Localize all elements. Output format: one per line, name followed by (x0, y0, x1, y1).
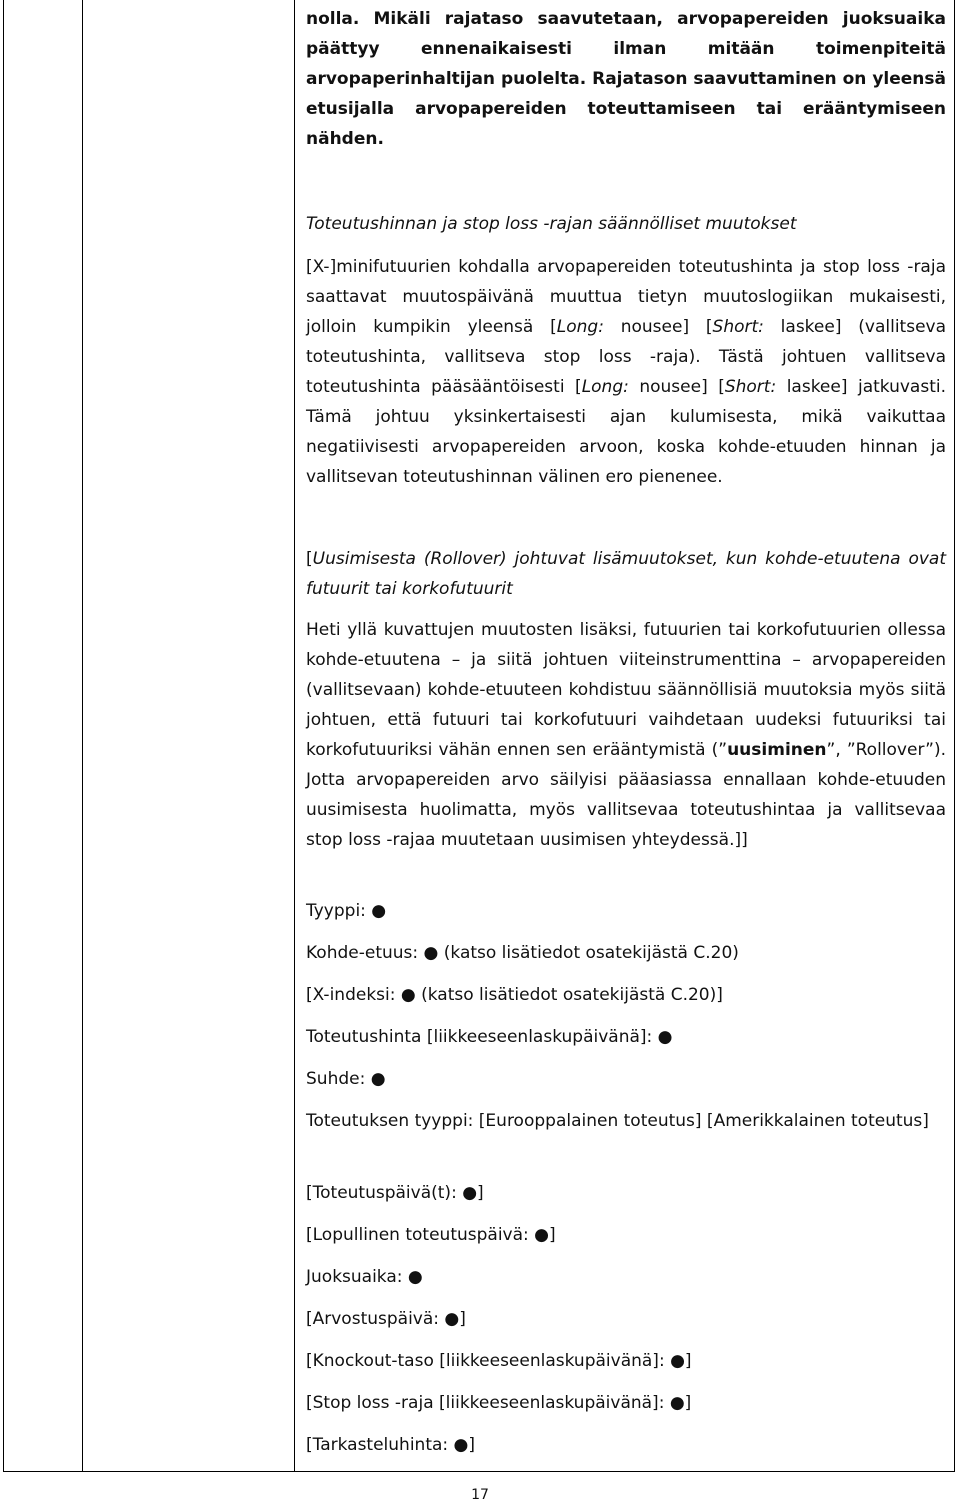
field-maturity: Juoksuaika: ● (306, 1267, 423, 1287)
text-run: ”, ”Rollover”). Jotta arvopapereiden arvo säilyisi pääasiassa ennallaan kohde-etuuden uusimisesta huolimatta, myös vallitsevaa toteutushintaa ja vallitsevaa stop loss -rajaa muutetaan uusimisen yhteydessä.]] (306, 740, 946, 850)
field-stop-loss: [Stop loss -raja [liikkeeseenlaskupäivänä]: ●] (306, 1393, 692, 1413)
text-run: Heti yllä kuvattujen muutosten lisäksi, futuurien tai korkofutuurien ollessa kohde-etuutena – ja siitä johtuen viiteinstrumenttina – arvopapereiden (vallitsevaan) kohde-etuuteen kohdistuu säännöllisiä muutoksia myös siitä johtuen, että futuuri tai korkofutuuri vaihdetaan uudeksi futuuriksi tai korkofutuuriksi vähän ennen sen erääntymistä (” (306, 620, 946, 760)
field-strike-price: Toteutushinta [liikkeeseenlaskupäivänä]: ● (306, 1027, 673, 1047)
long-label: Long: (581, 377, 629, 397)
text-run: laskee] jatkuvasti. Tämä johtuu yksinkertaisesti ajan kulumisesta, mikä vaikuttaa negatiivisesti arvopapereiden arvoon, koska kohde-etuuden hinnan ja vallitsevan toteutushinnan välinen ero pienenee. (306, 377, 947, 487)
section2-paragraph-block (306, 615, 946, 855)
section-rollover (306, 544, 946, 604)
field-exercise-dates: [Toteutuspäivä(t): ●] (306, 1183, 484, 1203)
text-run: nousee] [ (628, 377, 725, 397)
section2-heading (306, 544, 946, 604)
intro-text: nolla. Mikäli rajataso saavutetaan, arvopapereiden juoksuaika päättyy ennenaikaisesti ilman mitään toimenpiteitä arvopaperinhaltijan puolelta. Rajatason saavuttaminen on yleensä etusijalla arvopapereiden toteuttamiseen tai erääntymiseen nähden. (306, 9, 946, 149)
column-divider-1 (82, 0, 83, 1472)
field-final-exercise-date: [Lopullinen toteutuspäivä: ●] (306, 1225, 556, 1245)
field-observation-price: [Tarkasteluhinta: ●] (306, 1435, 476, 1455)
text-run: [X-]minifutuurien kohdalla arvopapereiden toteutushinta ja stop loss -raja saattavat muutospäivänä muuttua tietyn muutoslogiikan mukaisesti, jolloin kumpikin yleensä [ (306, 257, 946, 337)
field-underlying: Kohde-etuus: ● (katso lisätiedot osatekijästä C.20) (306, 943, 739, 963)
text-run: laskee] (vallitseva toteutushinta, vallitseva stop loss -raja). Tästä johtuen vallitseva toteutushinta pääsääntöisesti [ (306, 317, 947, 397)
field-valuation-date: [Arvostuspäivä: ●] (306, 1309, 466, 1329)
intro-paragraph (306, 4, 946, 154)
column-divider-2 (294, 0, 295, 1472)
section1-heading: Toteutushinnan ja stop loss -rajan säännölliset muutokset (306, 214, 797, 234)
text-run: nousee] [ (603, 317, 713, 337)
bold-term: uusiminen (727, 740, 827, 760)
page-number: 17 (471, 1487, 489, 1503)
section2-heading-text: Uusimisesta (Rollover) johtuvat lisämuutokset, kun kohde-etuutena ovat futuurit tai korkofutuurit (306, 549, 946, 599)
field-x-index: [X-indeksi: ● (katso lisätiedot osatekijästä C.20)] (306, 985, 723, 1005)
field-type: Tyyppi: ● (306, 901, 387, 921)
field-ratio: Suhde: ● (306, 1069, 386, 1089)
short-label: Short: (712, 317, 764, 337)
section-regular-changes (306, 209, 946, 239)
field-exercise-type (306, 1106, 946, 1136)
long-label: Long: (556, 317, 604, 337)
section1-paragraph-block (306, 252, 946, 492)
exercise-type-text: Toteutuksen tyyppi: [Eurooppalainen toteutus] [Amerikkalainen toteutus] (306, 1111, 929, 1131)
section1-paragraph (306, 252, 946, 492)
bracket: [ (306, 549, 313, 569)
field-knockout-level: [Knockout-taso [liikkeeseenlaskupäivänä]: ●] (306, 1351, 692, 1371)
short-label: Short: (724, 377, 777, 397)
section2-paragraph (306, 615, 946, 855)
